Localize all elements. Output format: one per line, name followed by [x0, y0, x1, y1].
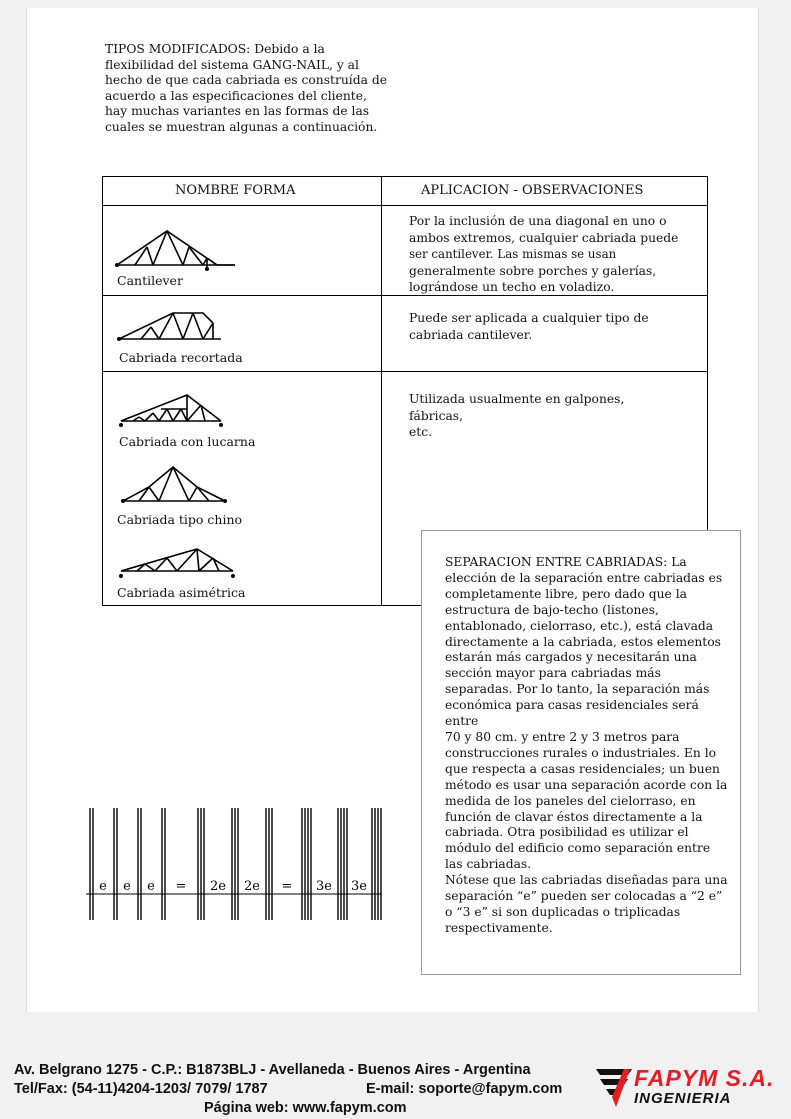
- logo-emblem-icon: [594, 1063, 634, 1111]
- truss-name-asimetrica: Cabriada asimétrica: [117, 585, 246, 600]
- header-nombre-forma: NOMBRE FORMA: [175, 183, 296, 198]
- observation-line: generalmente sobre porches y galerías,: [409, 263, 657, 278]
- intro-line: TIPOS MODIFICADOS: Debido a la: [105, 42, 325, 56]
- separation-line: sección mayor para cabriadas más: [445, 666, 661, 681]
- intro-line: hay muchas variantes en las formas de las: [105, 104, 370, 118]
- footer-web[interactable]: Página web: www.fapym.com: [204, 1100, 407, 1116]
- equals-sign: =: [281, 879, 293, 894]
- separation-line: método es usar una separación acorde con la: [445, 777, 728, 792]
- footer-email[interactable]: E-mail: soporte@fapym.com: [366, 1081, 563, 1097]
- logo-sub-text: INGENIERIA: [634, 1090, 732, 1107]
- separation-line: Nótese que las cabriadas diseñadas para una: [445, 873, 728, 888]
- spacing-label: 3e: [351, 879, 367, 894]
- truss-spacing-diagram: [84, 800, 384, 928]
- observation-cantilever: [409, 213, 679, 296]
- observation-line: lográndose un techo en voladizo.: [409, 280, 615, 294]
- observation-line: Por la inclusión de una diagonal en uno o: [409, 214, 667, 228]
- separation-paragraph: [445, 555, 735, 937]
- intro-line: acuerdo a las especificaciones del cliente,: [105, 88, 367, 103]
- spacing-label: e: [99, 879, 107, 894]
- separation-line: que respecta a casas residenciales; un buen: [445, 761, 720, 776]
- column-divider: [381, 177, 382, 605]
- separation-line: separación “e” pueden ser colocadas a “2 e”: [445, 889, 723, 904]
- footer-address: Av. Belgrano 1275 - C.P.: B1873BLJ - Avellaneda - Buenos Aires - Argentina: [14, 1062, 531, 1078]
- separation-line: 70 y 80 cm. y entre 2 y 3 metros para: [445, 729, 680, 744]
- equals-sign: =: [175, 879, 187, 894]
- logo-brand-text: FAPYM S.A.: [634, 1065, 775, 1091]
- separation-line: directamente a la cabriada, estos elementos: [445, 634, 721, 649]
- spacing-label: 3e: [316, 879, 332, 894]
- separation-line: módulo del edificio como separación entre: [445, 841, 711, 856]
- observation-recortada: [409, 310, 679, 343]
- truss-name-lucarna: Cabriada con lucarna: [119, 434, 256, 449]
- intro-line: cuales se muestran algunas a continuación.: [105, 119, 378, 134]
- spacing-label: 2e: [244, 879, 260, 894]
- separation-line: separadas. Por lo tanto, la separación más: [445, 682, 710, 697]
- truss-name-cantilever: Cantilever: [117, 273, 183, 288]
- spacing-label: e: [147, 879, 155, 894]
- observation-line: ser cantilever. Las mismas se usan: [409, 247, 617, 261]
- separation-line: construcciones rurales o industriales. En lo: [445, 745, 717, 760]
- separation-line: elección de la separación entre cabriadas es: [445, 570, 723, 585]
- observation-line: ambos extremos, cualquier cabriada puede: [409, 230, 679, 245]
- observation-line: Utilizada usualmente en galpones, fábricas,: [409, 392, 625, 423]
- chino-truss-diagram: [117, 463, 237, 511]
- separation-line: función de clavar éstos directamente a la: [445, 809, 703, 824]
- spacing-label: e: [123, 879, 131, 894]
- lucarna-truss-diagram: [117, 389, 237, 431]
- observation-galpones: [409, 391, 679, 441]
- intro-line: hecho de que cada cabriada es construída de: [105, 73, 387, 87]
- header-aplicacion: APLICACION - OBSERVACIONES: [421, 183, 644, 198]
- separation-line: medida de los paneles del cielorraso, en: [445, 793, 696, 808]
- separation-line: económica para casas residenciales será entre: [445, 698, 699, 729]
- separation-line: o “3 e” si son duplicadas o triplicadas: [445, 904, 681, 919]
- cantilever-truss-diagram: [111, 223, 241, 273]
- separation-line: estructura de bajo-techo (listones,: [445, 602, 659, 617]
- separation-line: respectivamente.: [445, 920, 553, 935]
- separation-line: completamente libre, pero dado que la: [445, 586, 687, 601]
- truss-name-chino: Cabriada tipo chino: [117, 512, 243, 527]
- observation-line: etc.: [409, 425, 433, 439]
- truss-name-recortada: Cabriada recortada: [119, 350, 243, 365]
- footer-phone: Tel/Fax: (54-11)4204-1203/ 7079/ 1787: [14, 1081, 268, 1097]
- intro-paragraph: [105, 42, 395, 135]
- cropped-truss-diagram: [113, 307, 243, 347]
- observation-line: Puede ser aplicada a cualquier tipo de: [409, 311, 649, 325]
- separation-line: entablonado, cielorraso, etc.), está clavada: [445, 618, 714, 633]
- observation-line: cabriada cantilever.: [409, 327, 533, 342]
- fapym-logo: [594, 1063, 784, 1111]
- separation-line: SEPARACION ENTRE CABRIADAS: La: [445, 555, 687, 569]
- separation-note-box: [421, 530, 741, 975]
- separation-line: las cabriadas.: [445, 857, 532, 872]
- separation-line: estarán más cargados y necesitarán una: [445, 650, 697, 665]
- row-divider: [103, 371, 707, 372]
- intro-line: flexibilidad del sistema GANG-NAIL, y al: [105, 57, 359, 72]
- header-divider: [103, 205, 707, 206]
- separation-line: cabriada. Otra posibilidad es utilizar el: [445, 825, 689, 840]
- spacing-label: 2e: [210, 879, 226, 894]
- asimetrica-truss-diagram: [115, 543, 240, 587]
